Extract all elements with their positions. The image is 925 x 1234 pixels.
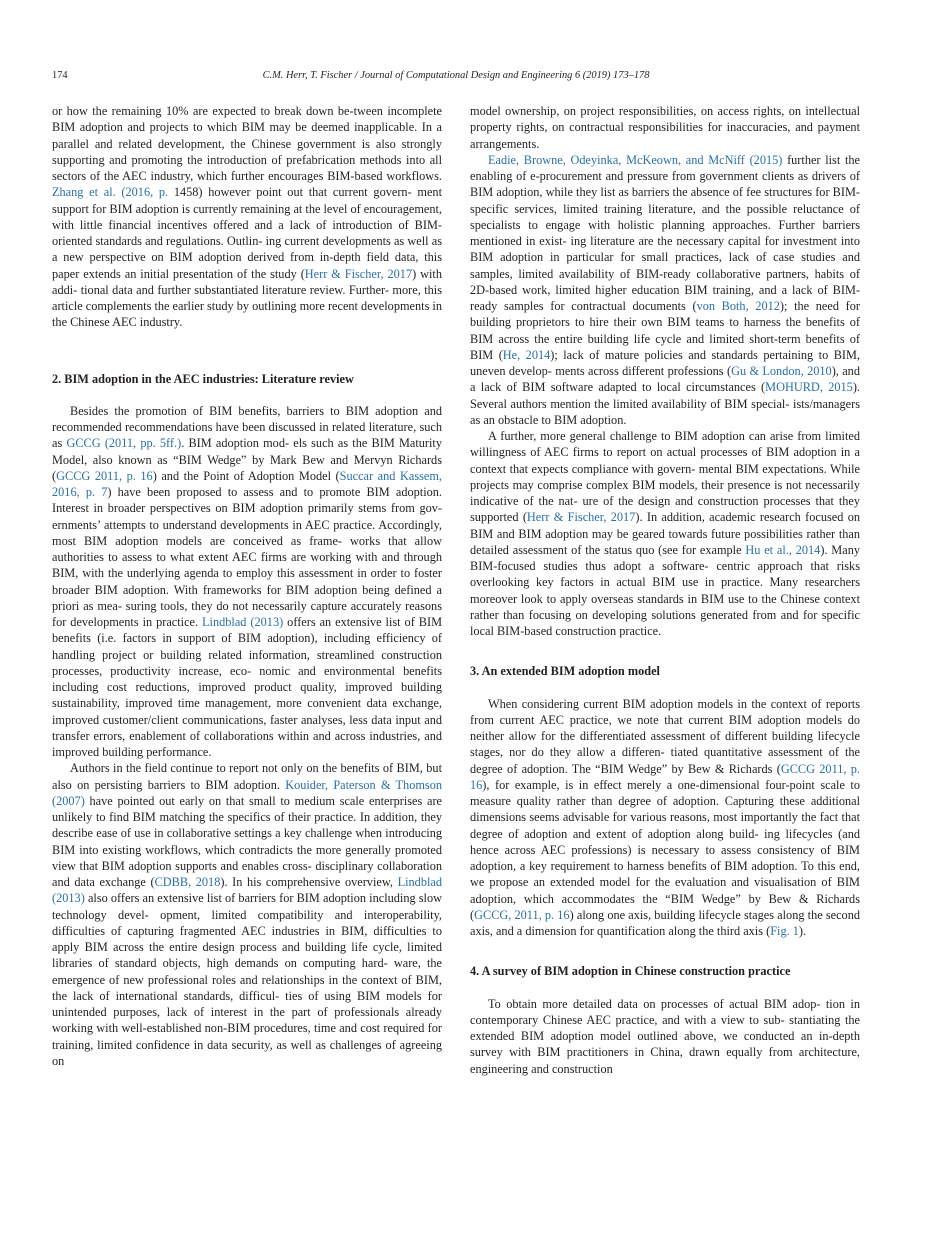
text-run: 1458) however point out that current govern- ment support for BIM adoption is currently remaining at the level of encouragement, with little financial incentives offered and a lack of introduction of BIM-oriented standards and regulations. Outlin- ing current developments as well as a new perspective on BIM adoption derived from in-depth field data, this paper extends an initial presentation of the study ( <box>52 185 442 281</box>
text-run: ) along one axis, building lifecycle stages along the second axis, and a dimension for quantification along the third axis ( <box>470 907 861 938</box>
text-run: ). <box>798 924 807 938</box>
text-run: . BIM adoption mod- els such as the BIM Maturity Model, also known as “BIM Wedge” by Mark Bew and Mervyn Richards ( <box>52 436 442 483</box>
paragraph <box>52 103 442 331</box>
text-run: ). Many BIM-focused studies thus adopt a software- centric approach that risks overlooking key factors in actual BIM use in practice. Many researchers moreover look to apply overseas standards in BIM use to the Chinese context rather than focusing on developing solutions generated from and for specific local BIM-based construction practice. <box>470 542 860 638</box>
text-run: ) and the Point of Adoption Model ( <box>152 468 340 483</box>
paragraph <box>52 760 442 1069</box>
citation-link[interactable]: GCCG 2011, p. 16 <box>470 761 860 792</box>
citation-link[interactable]: Lindblad (2013) <box>52 875 442 906</box>
text-run: have pointed out early on that small to medium scale enterprises are unlikely to find BIM matching the specifics of their practice. In addition, they describe ease of use in collaborative settings a key challenge when introducing BIM into existing workflows, which contradicts the more generally promoted view that BIM adoption supports and enables cross- disciplinary collaboration and data exchange ( <box>52 793 442 889</box>
section-heading: 3. An extended BIM adoption model <box>470 664 660 679</box>
paragraph <box>470 696 860 940</box>
paragraph <box>470 103 860 152</box>
citation-link[interactable]: Hu et al., 2014 <box>745 542 821 557</box>
citation-link[interactable]: von Both, 2012 <box>696 299 780 313</box>
text-run: also offers an extensive list of barriers for BIM adoption including slow technology devel- opment, limited compatibility and interoperability, difficulties of capturing fragmented AEC industries in BIM, difficulties to apply BIM across the entire design process and building life cycle, limited libraries of standard objects, high demands on computing hard- ware, the emergence of new professional roles and relationships in the context of BIM, the lack of international standards, difficul- ties of using BIM models for unintended purposes, lack of interest in the part of professionals already working with well-established non-BIM procedures, time and cost required for training, limited confidence in data security, as well as challenges of agreeing on <box>52 891 442 1068</box>
text-run: Besides the promotion of BIM benefits, barriers to BIM adoption and recommended recommendations have been discussed in related literature, such as <box>52 403 442 451</box>
text-run: model ownership, on project responsibilities, on access rights, on intellectual property rights, on contractual responsibilities for inaccuracies, and payment arrangements. <box>470 104 860 151</box>
text-run: further list the enabling of e-procurement and pressure from government clients as drivers of BIM adoption, while they list as barriers the absence of fee structures for BIM-specific services, limited training literature, and the possible reluctance of specialists to engage with holistic planning approaches. Further barriers mentioned in exist- ing literature are the necessary capital for investment into BIM adoption in particular for small practices, lack of case studies and samples, limited availability of BIM-ready collaborative partners, habits of 2D-based work, limited higher education BIM training, and a lack of BIM-ready samples for contractual documents ( <box>470 152 860 313</box>
citation-link[interactable]: Lindblad (2013) <box>202 615 284 629</box>
text-run: ), and a lack of BIM software adapted to local circumstances ( <box>470 364 860 395</box>
paragraph <box>470 152 860 428</box>
left-column <box>52 103 442 1069</box>
text-run: offers an extensive list of BIM benefits (i.e. factors in support of BIM adoption), including efficiency of handling project or building related information, streamlined construction processes, productivity increase, eco- nomic and environmental benefits including cost reductions, improved product quality, improved building sustainability, improved time management, more convenient data exchange, improved customer/client communications, faster analyses, less data input and transfer errors, enablement of collaborations within and across industries, and improved building performance. <box>52 615 442 759</box>
citation-link[interactable]: Kouider, Paterson & Thomson (2007) <box>52 777 443 808</box>
citation-link[interactable]: Herr & Fischer, 2017 <box>526 510 636 525</box>
running-head: C.M. Herr, T. Fischer / Journal of Computational Design and Engineering 6 (2019) 173–178 <box>262 70 650 81</box>
text-run: or how the remaining 10% are expected to break down be-tween incomplete BIM adoption and projects to which BIM may be deemed inapplicable. In a parallel and related development, the Chinese government is also strongly supporting and promoting the introduction of prefabrication methods into all sectors of the AEC industry, which further encourages BIM-based workflows. <box>52 104 442 183</box>
text-run: ). In addition, academic research focused on BIM and BIM adoption may be geared towards future possibilities rather than detailed assessment of the status quo (see for example <box>470 510 860 557</box>
citation-link[interactable]: MOHURD, 2015 <box>765 380 853 395</box>
citation-link[interactable]: CDBB, 2018 <box>154 875 221 889</box>
section-heading: 2. BIM adoption in the AEC industries: Literature review <box>52 371 354 386</box>
text-run: Authors in the field continue to report not only on the benefits of BIM, but also on persisting barriers to BIM adoption. <box>52 761 442 792</box>
text-run: ) have been proposed to assess and to promote BIM adoption. Interest in broader perspectives on BIM adoption primarily stems from gov- ernments’ attempts to understand developments in AEC practice. Accordingly, most BIM adoption models are conceived as frame- works that allow authorities to assess to what extent AEC firms are working with and through BIM, with the underlying agenda to employ this assessment in order to foster broader BIM adoption. With frameworks for BIM adoption being defined a priori as mea- suring tools, they do not necessarily capture accurately reasons for developments in practice. <box>52 485 442 629</box>
paragraph <box>470 996 860 1077</box>
text-run: ). Several authors mention the limited availability of BIM special- ists/managers as an obstacle to BIM adoption. <box>470 380 860 427</box>
citation-link[interactable]: Zhang et al. (2016, p. <box>52 185 169 200</box>
paragraph <box>470 428 860 639</box>
citation-link[interactable]: Eadie, Browne, Odeyinka, McKeown, and McNiff (2015) <box>488 152 783 167</box>
citation-link[interactable]: Gu & London, 2010 <box>731 364 832 378</box>
text-run: ). In his comprehensive overview, <box>220 875 398 889</box>
citation-link[interactable]: Herr & Fischer, 2017 <box>304 266 413 281</box>
text-run: ); the need for building proprietors to hire their own BIM teams to harness the benefits of BIM across the entire building life cycle and limited short-term benefits of BIM ( <box>470 299 860 362</box>
text-run: ) with addi- tional data and further substantiated literature review. Further- more, this article complements the earlier study by outlining more recent developments in the Chinese AEC industry. <box>52 266 442 330</box>
page-number: 174 <box>52 70 68 81</box>
running-header <box>52 70 860 86</box>
citation-link[interactable]: GCCG (2011, pp. 5ff.) <box>66 436 182 451</box>
text-run: ); lack of mature policies and standards pertaining to BIM, uneven develop- ments across different professions ( <box>470 347 860 378</box>
citation-link[interactable]: Fig. 1 <box>770 924 799 938</box>
section-heading: 4. A survey of BIM adoption in Chinese construction practice <box>470 964 791 979</box>
text-run: When considering current BIM adoption models in the context of reports from current AEC practice, we note that current BIM adoption models do neither allow for the differentiated assessment of different building lifecycle stages, nor do they allow a differen- tiated quantitative assessment of the degree of adoption. The “BIM Wedge” by Bew & Richards ( <box>470 696 860 776</box>
text-run: A further, more general challenge to BIM adoption can arise from limited willingness of AEC firms to report on actual processes of BIM adoption in a context that expects compliance with govern- mental BIM expectations. While projects may comprise complex BIM models, their presence is not necessarily indicative of the nat- ure of the design and construction processes that they supported ( <box>470 429 860 525</box>
citation-link[interactable]: GCCG 2011, p. 16 <box>56 468 153 483</box>
paragraph <box>52 403 442 761</box>
text-run: To obtain more detailed data on processes of actual BIM adop- tion in contemporary Chinese AEC practice, and with a view to sub- stantiating the extended BIM adoption model outlined above, we conducted an in-depth survey with BIM practitioners in China, drawn equally from architecture, engineering and construction <box>470 996 860 1076</box>
text-run: ), for example, is in effect merely a one-dimensional four-point scale to measure quality rather than degree of adoption. Capturing these additional dimensions seems advisable for various reasons, most importantly the fact that degree of adoption and extent of adoption along build- ing lifecycles (and hence across AEC professions) is necessary to assess consistency of BIM adoption, a key requirement to harness benefits of BIM adoption. To this end, we propose an extended model for the evaluation and visualisation of BIM adoption, which accommodates the “BIM Wedge” by Bew & Richards ( <box>470 777 860 922</box>
right-column <box>470 103 860 1077</box>
citation-link[interactable]: GCCG, 2011, p. 16 <box>474 907 570 922</box>
citation-link[interactable]: He, 2014 <box>502 347 551 362</box>
citation-link[interactable]: Succar and Kassem, 2016, p. 7 <box>52 468 442 499</box>
